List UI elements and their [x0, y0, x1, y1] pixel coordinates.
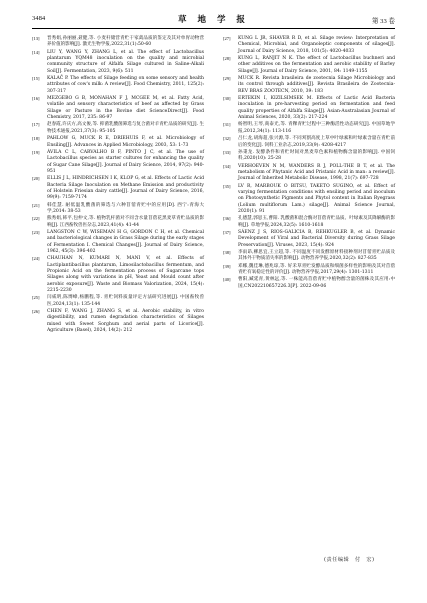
- reference-item: [32, 76, 204, 95]
- reference-item: [223, 136, 395, 149]
- reference-item: [32, 216, 204, 229]
- volume-label: 第 33 卷: [371, 18, 395, 25]
- reference-number: [38]: [223, 250, 231, 255]
- reference-text: MUCK R. Revista brasileira de zootecnia Silage Microbiology and its control through additives[J]. Revista Brasileira de Zootecnia-REV BRAS ZOOTECN, 2010, 39: 183: [238, 76, 395, 94]
- reference-number: [34]: [223, 163, 231, 169]
- reference-number: [28]: [223, 56, 231, 62]
- reference-text: 晋秀娟,孙丽丽,聂健,等. 小麦秆储营青贮干家禽品质的鉴定及其对单胃动物营养价值的影响[J]. 激光生物学报,2022,31(1):50-60: [47, 36, 204, 48]
- reference-item: [32, 203, 204, 216]
- reference-item: [32, 256, 204, 294]
- reference-text: CHAUHAN N, KUMARI N, MANI V, et al. Effects of Lactiplantibacillus plantarum, Limosilactobacillus fermentum, and Propionic Acid on the fermentation process of Sugarcane tops Silages along with variations in pH, Yeast and Mould count after aerobic exposure[J]. Waste and Biomass Valorization, 2024, 15(4): 2215-2230: [47, 256, 204, 294]
- reference-number: [18]: [32, 136, 40, 142]
- reference-number: [19]: [32, 149, 40, 155]
- reference-number: [31]: [223, 122, 231, 128]
- reference-number: [35]: [223, 183, 231, 189]
- reference-text: PAHLOW G, MUCK R E, DRIEHUIS F, et al. Microbiology of Ensiling[J]. Advances in Applied Microbiology, 2003, 53: 1-73: [47, 136, 204, 148]
- reference-text: 曹阳,臧延青,黄林远,等. 一株能高苜蓿青贮中植物醇含量的菌株及其应用:中国,CN202210657226.3[P]. 2022-09-06: [238, 277, 395, 289]
- reference-number: [20]: [32, 176, 40, 182]
- reference-text: LIU Y, WANG Y, ZHANG L, et al. The effect of Lactobacillus plantarum YQM48 inoculation on the quality and microbial community structure of Alfalfa Silage cultured in Saline-Alkali Soil[J]. Fermentation, 2023, 9(6): 511: [47, 49, 204, 74]
- reference-item: [32, 230, 204, 255]
- reference-item: [223, 277, 395, 290]
- reference-text: ELLIS J L, HINDRICHSEN I K, KLOP G, et al. Effects of Lactic Acid Bacteria Silage Inoculation on Methane Emission and productivity of Holstein Friesian dairy cattle[J]. Journal of Dairy Science, 2016, 99(9): 7159-7174: [47, 176, 204, 201]
- reference-text: 邓娜,魏佳琳,德兆琼,等. 好禾草青贮发酵品质和细菌多样性的影响及其对苜蓿青贮有氧稳定性的评价[J]. 动物营养学报,2017,29(4): 1301-1311: [238, 263, 395, 276]
- reference-text: ERTEKIN I, KIZILSIMSEK M. Effects of Lactic Acid Bacteria inoculation in pre-harvesting period on fermentation and feed quality properties of Alfalfa Silage[J]. Asian-Australasian Journal of Animal Sciences, 2020, 33(2): 217-224: [238, 96, 395, 121]
- reference-text: 李雨昂,柳思宜,王立超,等. 不同温度不同发酵原材料接种剂对苜蓿青贮品质及其体外干物质消失率的影响[J]. 动物营养学报,2020,32(2): 827-835: [238, 250, 395, 262]
- reference-text: 孙秉龙. 发酵条件和青贮时间对黑麦草色素和植物酶含量的影响[J]. 中国饲料,2020(10): 25-28: [238, 149, 395, 162]
- reference-text: 杨智明,王琴,商泰光,等. 青稞青贮过程中三种酶活性动态研究[J]. 中国草地学报,2012,34(1): 113-116: [238, 122, 395, 134]
- reference-item: [223, 36, 395, 55]
- reference-number: [14]: [32, 49, 40, 55]
- reference-number: [30]: [223, 96, 231, 102]
- reference-text: ÁVILA C L, CARVALHO B F, PINTO J C, et al. The use of Lactobacillus species as starter cultures for enhancing the quality of Sugar Cane Silage[J]. Journal of Dairy Science, 2014, 97(2): 940-951: [47, 149, 204, 174]
- reference-number: [16]: [32, 96, 40, 102]
- reference-item: [223, 230, 395, 249]
- reference-text: 赵春霞,许庆方,高文俊,等. 抑菌乳酸菌筛选与复合菌对羊青贮品质的研究[J]. 生物技术通报,2021,37(3): 95-105: [47, 122, 204, 134]
- reference-number: [36]: [223, 216, 231, 222]
- reference-item: [32, 96, 204, 121]
- reference-item: [223, 250, 395, 263]
- reference-item: [32, 309, 204, 334]
- reference-number: [39]: [223, 263, 231, 269]
- reference-text: CHEN F, WANG J, ZHANG S, et al. Aerobic stability, in vitro digestibility, and rumen degradation characteristics of Silages mixed with Sweet Sorghum and aerial parts of Licorice[J]. Agriculture (Basel), 2024, 14(2): 212: [47, 309, 204, 334]
- reference-number: [23]: [32, 229, 40, 235]
- reference-item: [32, 36, 204, 49]
- journal-title: 草 地 学 报: [178, 15, 249, 25]
- reference-text: SÁENZ J S, RIOS-GALICIA B, REHKUGLER B, et al. Dynamic Development of Viral and Bacterial Diversity during Grass Silage Preservation[J]. Viruses, 2023, 15(4): 924: [238, 229, 395, 248]
- reference-number: [21]: [32, 202, 40, 208]
- reference-item: [32, 50, 204, 75]
- reference-text: VERHOEVEN N M, WANDERS R J, POLL-THE B T, et al. The metabolism of Phytanic Acid and Pristanic Acid in man: a review[J]. Journal of Inherited Metabolic Disease, 1998, 21(7): 697-728: [238, 163, 395, 182]
- reference-text: MEZGEBO G B, MONAHAN F J, MCGEE M, et al. Fatty Acid, volatile and sensory characteristics of beef as affected by Grass Silage or Pasture in the Bovine diet ScienceDirect[J]. Food Chemistry, 2017, 235: 86-97: [47, 96, 204, 121]
- reference-item: [223, 56, 395, 75]
- reference-item: [32, 136, 204, 149]
- reference-text: 孔德慧,郭思玉,曹阳. 乳酸菌和混合酶对苜蓿青贮品质、叶绿素及其降解酶的影响[J]. 草地学报,2024,32(5): 1610-1618: [238, 216, 395, 228]
- reference-item: [223, 164, 395, 183]
- reference-number: [25]: [32, 295, 40, 301]
- reference-text: KALAČ P. The effects of Silage feeding on some sensory and health attributes of cow's milk: A review[J]. Food Chemistry, 2011, 125(2): 307-317: [47, 76, 204, 94]
- reference-item: [223, 264, 395, 277]
- reference-number: [22]: [32, 216, 40, 222]
- reference-text: 吕仁龙,胡海超,张兴源,等. 不同刈割高度上草中叶绿素和叶绿素含量在青贮前后的变化[J]. 饲料工业杂志,2019,33(9): 4208-4217: [238, 136, 395, 148]
- right-reference-column: [223, 36, 395, 291]
- reference-item: [223, 216, 395, 229]
- reference-text: 韩佳慧. 耐低温乳酸菌的筛选与六种苜蓿青贮中的应用[D]. 西宁:青海大学,2014: 38-53: [47, 202, 204, 214]
- reference-text: 熊秀娟,韩平,包仲文,等. 植物乳杆菌对不同含水量苜蓿花黑麦草青贮品质的影响[J]. 江西畜牧兽医杂志,2023,41(4): 41-44: [47, 216, 204, 228]
- reference-text: KUNG L, RANJIT N K. The effect of Lactobacillus buchneri and other additives on the fermentation and aerobic stability of Barley Silage[J]. Journal of Dairy Science, 2001, 84: 1149-1155: [238, 56, 395, 74]
- reference-item: [32, 122, 204, 135]
- left-reference-column: [32, 36, 204, 335]
- reference-item: [223, 184, 395, 216]
- reference-number: [15]: [32, 76, 40, 82]
- reference-number: [40]: [223, 277, 231, 283]
- responsible-editor: (责任编辑 付 宏): [324, 557, 375, 563]
- reference-number: [32]: [223, 136, 231, 142]
- page-number: 3484: [32, 15, 46, 22]
- reference-text: LANGSTON C W, WISEMAN H G, GORDON C H, et al. Chemical and bacteriological changes in Grass Silage during the early stages of Fermentation I. Chemical Changes[J]. Journal of Dairy Science, 1962, 45(3): 396-402: [47, 229, 204, 254]
- reference-number: [29]: [223, 76, 231, 82]
- reference-number: [33]: [223, 149, 231, 155]
- reference-number: [24]: [32, 256, 40, 262]
- reference-number: [17]: [32, 122, 40, 128]
- reference-number: [27]: [223, 36, 231, 41]
- reference-number: [13]: [32, 36, 40, 41]
- reference-item: [223, 122, 395, 135]
- reference-text: 闫威明,陈博峰,杨鹏程,等. 青贮饲料质量评定方法研究进展[J]. 中国畜牧兽医,2024,13(1): 135-144: [47, 295, 204, 307]
- reference-item: [32, 150, 204, 175]
- reference-text: KUNG L JR, SHAVER R D, et al. Silage review: Interpretation of Chemical, Microbial, and Organoleptic components of silages[J]. Journal of Dairy Science, 2018, 101(5): 4020-4033: [238, 36, 395, 54]
- reference-item: [223, 96, 395, 121]
- reference-number: [26]: [32, 309, 40, 315]
- reference-item: [32, 176, 204, 201]
- reference-text: LV R, MARBOUK O BITSU, TAKETO SUGINO, et al. Effect of varying fermentation conditions with ensiling period and inoculum on Photosynthetic Pigments and Phytol content in Italian Ryegrass (Lolium multiflorum Lam.) silage[J]. Animal Science Journal, 2020(1): 91: [238, 183, 395, 214]
- reference-number: [37]: [223, 229, 231, 235]
- reference-item: [223, 76, 395, 95]
- page-header: [32, 15, 395, 29]
- reference-item: [32, 295, 204, 308]
- reference-item: [223, 150, 395, 163]
